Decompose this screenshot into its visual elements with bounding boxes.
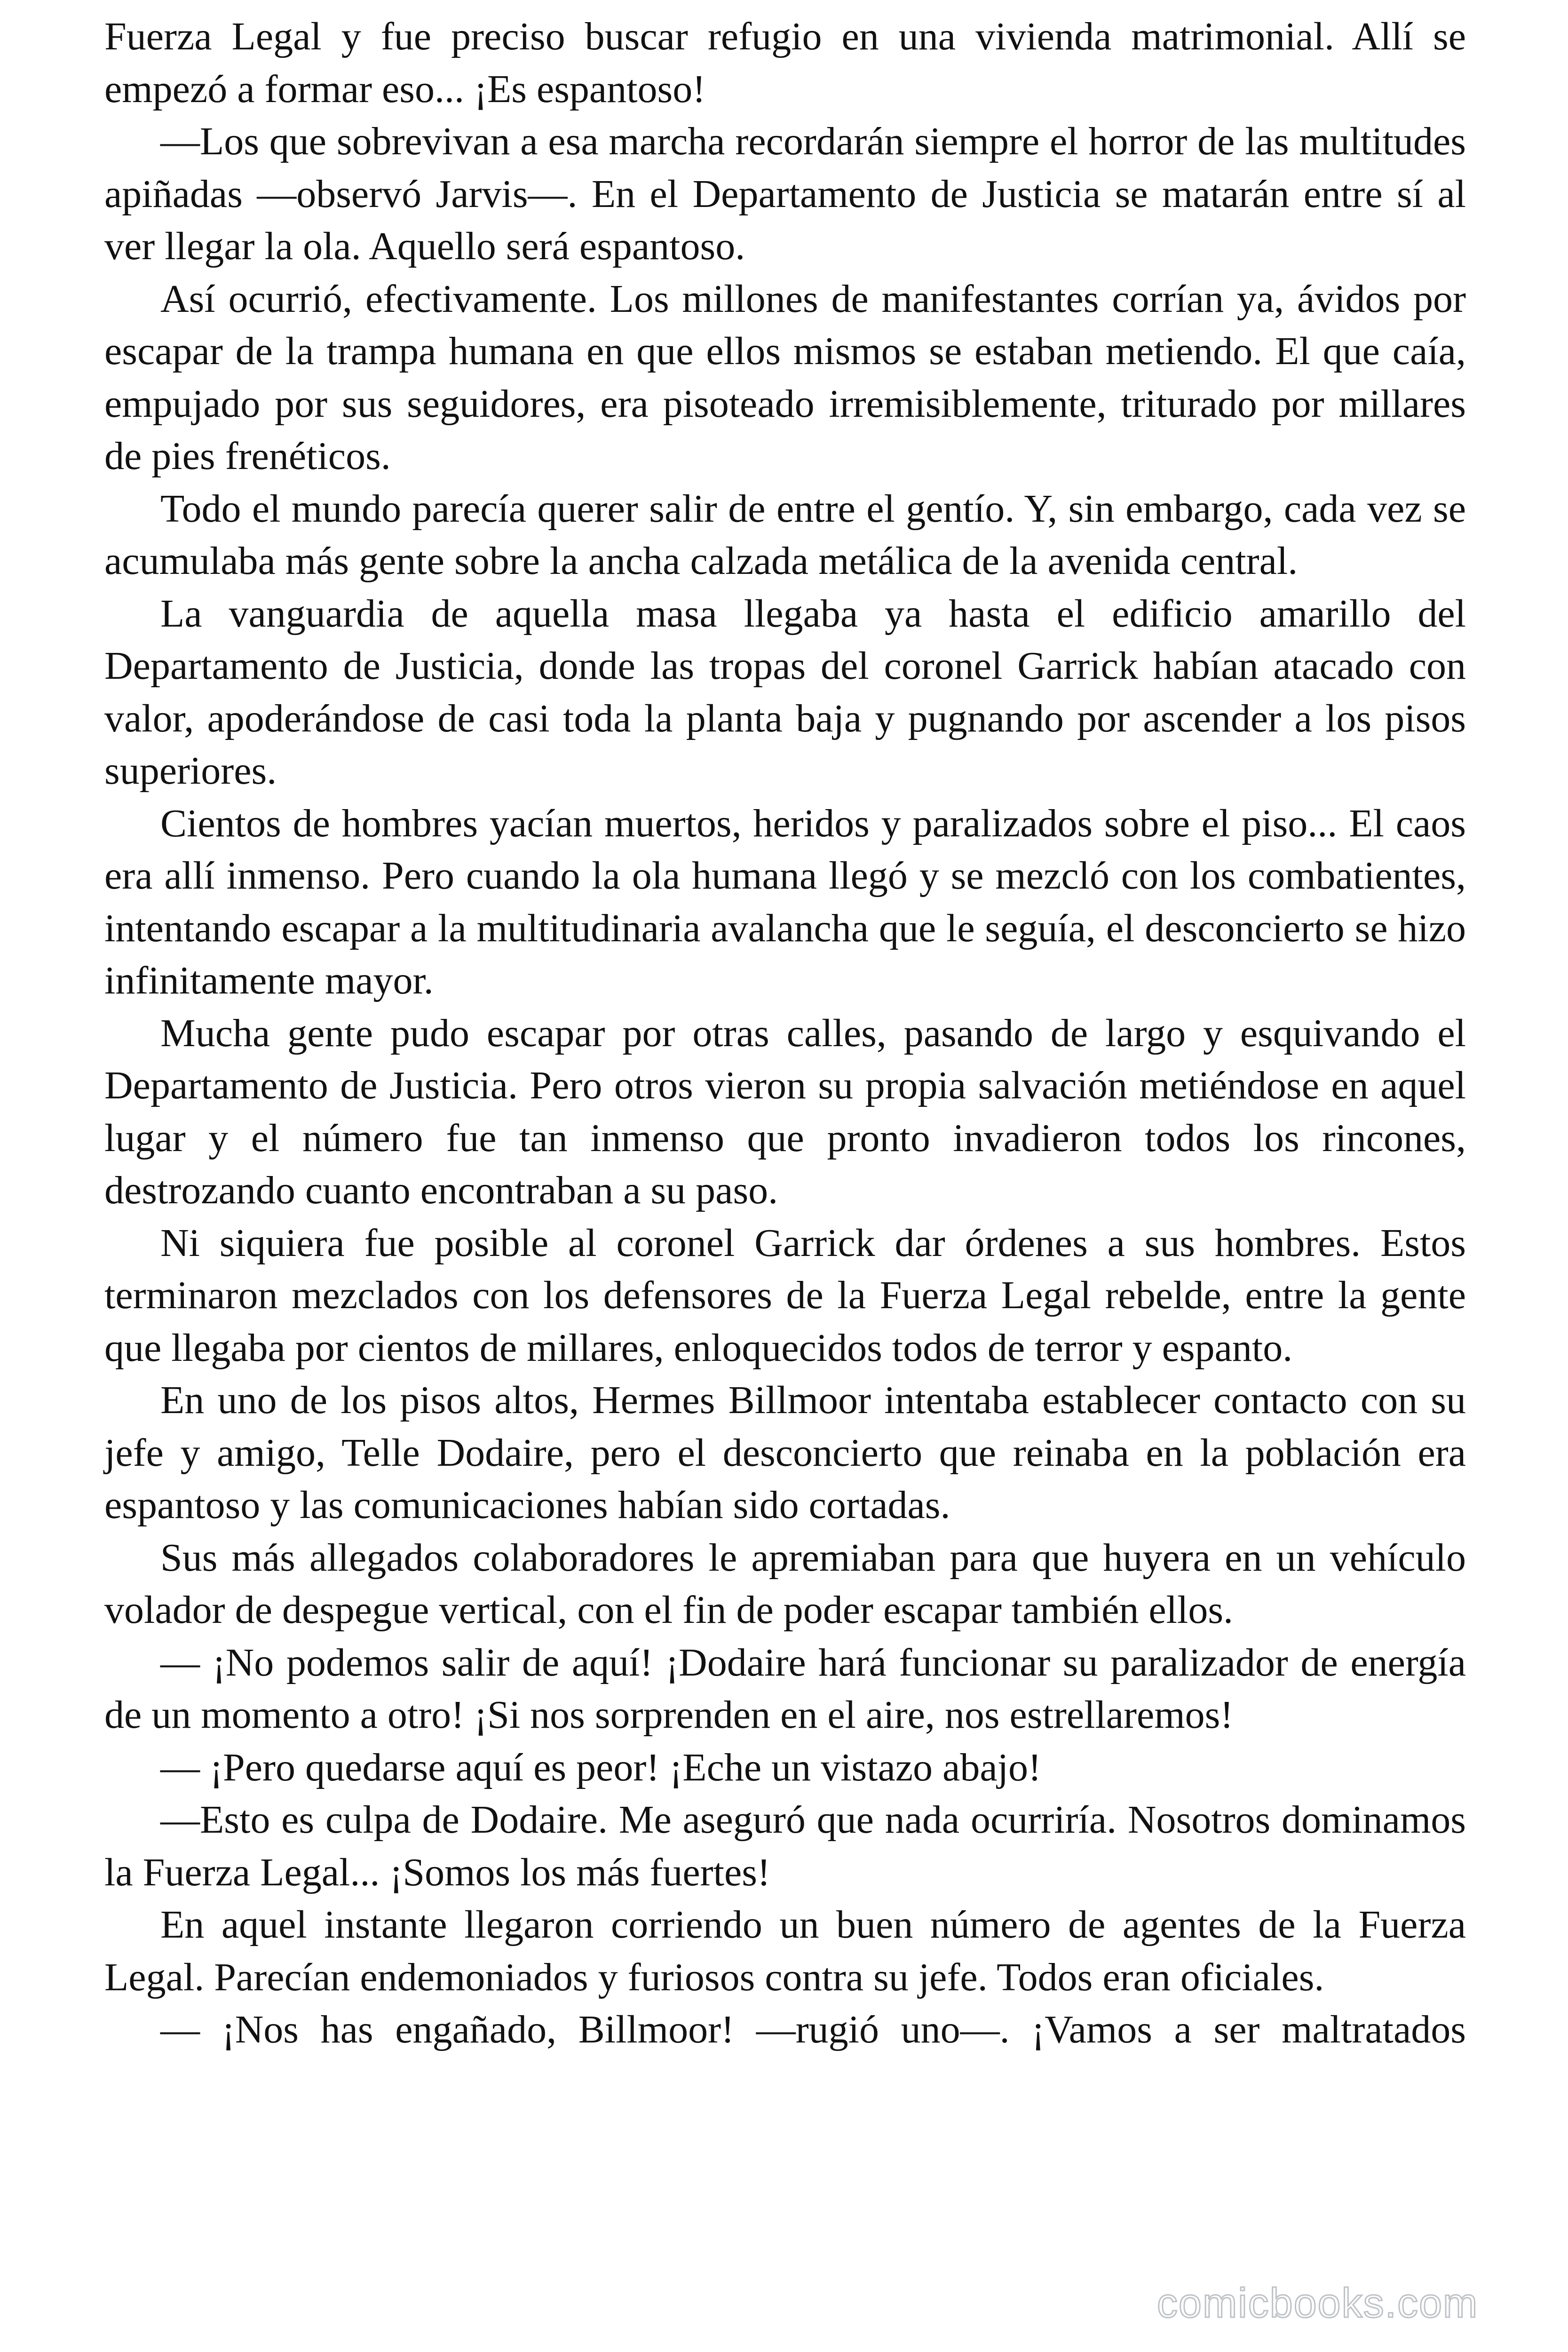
paragraph: Así ocurrió, efectivamente. Los millones de manifestantes corrían ya, ávidos por escapar de la trampa humana en que ellos mismos se estaban metiendo. El que caía, empujado por sus seguidores, era pisoteado irremisiblemente, triturado por millares de pies frenéticos. [104, 277, 1466, 478]
paragraph: Fuerza Legal y fue preciso buscar refugio en una vivienda matrimonial. Allí se empezó a formar eso... ¡Es espantoso! [104, 15, 1466, 111]
paragraph: — ¡Nos has engañado, Billmoor! —rugió uno—. ¡Vamos a ser maltratados [160, 2008, 1466, 2051]
body-text [104, 10, 1466, 2056]
paragraph: Mucha gente pudo escapar por otras calles, pasando de largo y esquivando el Departamento de Justicia. Pero otros vieron su propia salvación metiéndose en aquel lugar y el número fue tan inmenso que pronto invadieron todos los rincones, destrozando cuanto encontraban a su paso. [104, 1011, 1466, 1212]
paragraph: Sus más allegados colaboradores le apremiaban para que huyera en un vehículo volador de despegue vertical, con el fin de poder escapar también ellos. [104, 1535, 1466, 1632]
paragraph: En aquel instante llegaron corriendo un buen número de agentes de la Fuerza Legal. Parecían endemoniados y furiosos contra su jefe. Todos eran oficiales. [104, 1903, 1466, 1999]
paragraph: Ni siquiera fue posible al coronel Garrick dar órdenes a sus hombres. Estos terminaron mezclados con los defensores de la Fuerza Legal rebelde, entre la gente que llegaba por cientos de millares, enloquecidos todos de terror y espanto. [104, 1221, 1466, 1370]
paragraph: —Los que sobrevivan a esa marcha recordarán siempre el horror de las multitudes apiñadas —observó Jarvis—. En el Departamento de Justicia se matarán entre sí al ver llegar la ola. Aquello será espantoso. [104, 119, 1466, 268]
paragraph: — ¡No podemos salir de aquí! ¡Dodaire hará funcionar su paralizador de energía de un momento a otro! ¡Si nos sorprenden en el aire, nos estrellaremos! [104, 1640, 1466, 1737]
paragraph: — ¡Pero quedarse aquí es peor! ¡Eche un vistazo abajo! [160, 1745, 1041, 1789]
paragraph: Cientos de hombres yacían muertos, heridos y paralizados sobre el piso... El caos era allí inmenso. Pero cuando la ola humana llegó y se mezcló con los combatientes, intentando escapar a la multitudinaria avalancha que le seguía, el desconcierto se hizo infinitamente mayor. [104, 801, 1466, 1002]
watermark: comicbooks.com [1157, 2280, 1479, 2326]
paragraph: En uno de los pisos altos, Hermes Billmoor intentaba establecer contacto con su jefe y amigo, Telle Dodaire, pero el desconcierto que reinaba en la población era espantoso y las comunicaciones habían sido cortadas. [104, 1378, 1466, 1527]
paragraph: La vanguardia de aquella masa llegaba ya hasta el edificio amarillo del Departamento de Justicia, donde las tropas del coronel Garrick habían atacado con valor, apoderándose de casi toda la planta baja y pugnando por ascender a los pisos superiores. [104, 591, 1466, 793]
paragraph: —Esto es culpa de Dodaire. Me aseguró que nada ocurriría. Nosotros dominamos la Fuerza Legal... ¡Somos los más fuertes! [104, 1798, 1466, 1894]
paragraph: Todo el mundo parecía querer salir de entre el gentío. Y, sin embargo, cada vez se acumulaba más gente sobre la ancha calzada metálica de la avenida central. [104, 486, 1466, 583]
